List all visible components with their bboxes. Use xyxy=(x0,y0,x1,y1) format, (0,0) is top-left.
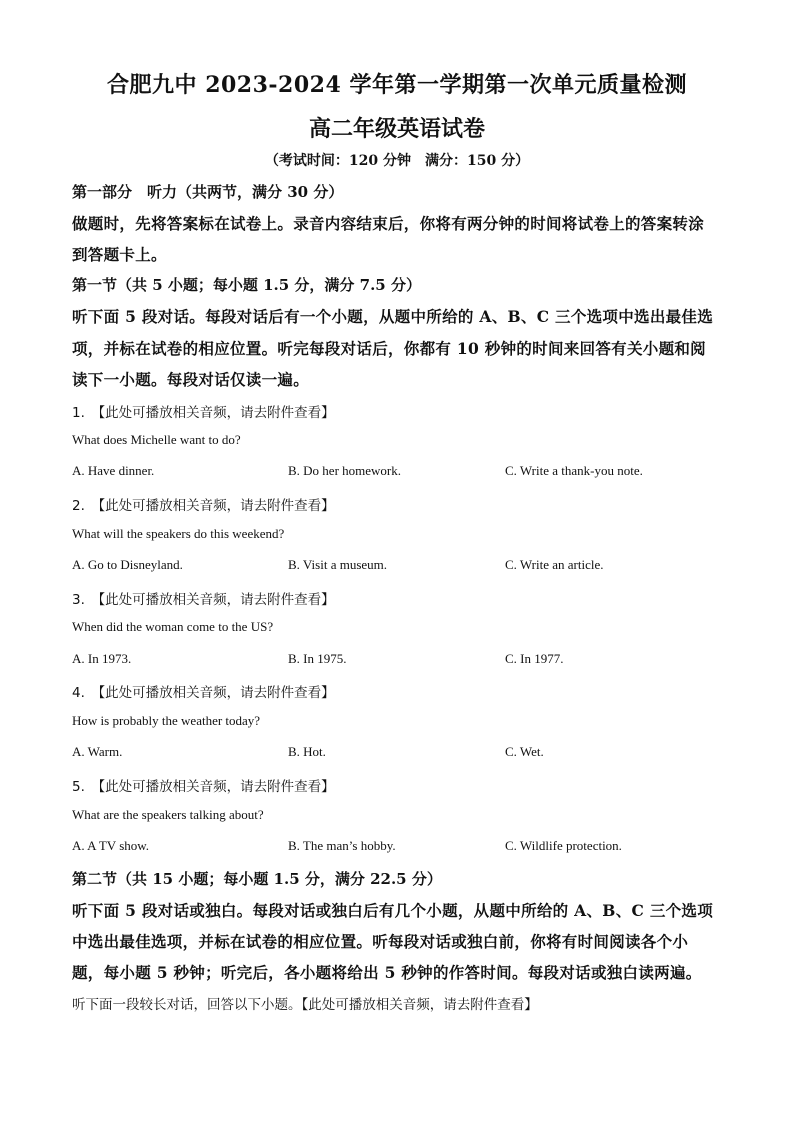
section2-instr-line1: 听下面 5 段对话或独白。每段对话或独白后有几个小题，从题中所给的 A、B、C 三个选项 xyxy=(72,901,714,920)
question-4-option-a: A. Warm. xyxy=(72,744,123,759)
exam-title: 合肥九中 2023-2024 学年第一学期第一次单元质量检测 xyxy=(107,72,687,98)
question-1-option-b: B. Do her homework. xyxy=(288,463,402,478)
question-3-option-a: A. In 1973. xyxy=(72,651,132,666)
question-1-audio-link[interactable]: 1. 【此处可播放相关音频，请去附件查看】 xyxy=(72,405,335,421)
question-5-text: What are the speakers talking about? xyxy=(72,807,264,822)
section2-audio-link[interactable]: 听下面一段较长对话，回答以下小题。【此处可播放相关音频，请去附件查看】 xyxy=(72,997,538,1013)
question-5-option-c: C. Wildlife protection. xyxy=(505,838,622,853)
section1-instr-line3: 读下一小题。每段对话仅读一遍。 xyxy=(72,370,310,389)
question-1-option-a: A. Have dinner. xyxy=(72,463,155,478)
question-4-text: How is probably the weather today? xyxy=(72,713,261,728)
question-5-audio-link[interactable]: 5. 【此处可播放相关音频，请去附件查看】 xyxy=(72,779,335,795)
section2-instr-line2: 中选出最佳选项，并标在试卷的相应位置。听每段对话或独白前，你将有时间阅读各个小 xyxy=(72,932,689,951)
section1-heading: 第一节（共 5 小题；每小题 1.5 分，满分 7.5 分） xyxy=(72,276,421,294)
question-5-option-a: A. A TV show. xyxy=(72,838,150,853)
part1-heading: 第一部分 听力（共两节，满分 30 分） xyxy=(72,183,344,201)
question-1-option-c: C. Write a thank-you note. xyxy=(505,463,643,478)
question-1-text: What does Michelle want to do? xyxy=(72,432,241,447)
exam-info: （考试时间：120 分钟 满分：150 分） xyxy=(264,153,530,169)
question-2-option-c: C. Write an article. xyxy=(505,557,604,572)
question-3-option-b: B. In 1975. xyxy=(288,651,347,666)
part1-intro-line2: 到答题卡上。 xyxy=(72,245,167,264)
section2-instr-line3: 题，每小题 5 秒钟；听完后，各小题将给出 5 秒钟的作答时间。每段对话或独白读两遍。 xyxy=(72,963,702,982)
question-4-option-c: C. Wet. xyxy=(505,744,544,759)
section1-instr-line2: 项，并标在试卷的相应位置。听完每段对话后，你都有 10 秒钟的时间来回答有关小题和阅 xyxy=(72,339,706,358)
question-2-audio-link[interactable]: 2. 【此处可播放相关音频，请去附件查看】 xyxy=(72,498,335,514)
question-5-option-b: B. The man’s hobby. xyxy=(288,838,396,853)
question-3-text: When did the woman come to the US? xyxy=(72,619,274,634)
question-2-option-b: B. Visit a museum. xyxy=(288,557,388,572)
question-2-text: What will the speakers do this weekend? xyxy=(72,526,285,541)
section2-heading: 第二节（共 15 小题；每小题 1.5 分，满分 22.5 分） xyxy=(72,870,442,888)
question-4-option-b: B. Hot. xyxy=(288,744,326,759)
question-3-audio-link[interactable]: 3. 【此处可播放相关音频，请去附件查看】 xyxy=(72,592,335,608)
exam-subtitle: 高二年级英语试卷 xyxy=(308,116,485,142)
question-2-option-a: A. Go to Disneyland. xyxy=(72,557,183,572)
section1-instr-line1: 听下面 5 段对话。每段对话后有一个小题，从题中所给的 A、B、C 三个选项中选出最佳选 xyxy=(72,307,714,326)
question-3-option-c: C. In 1977. xyxy=(505,651,564,666)
question-4-audio-link[interactable]: 4. 【此处可播放相关音频，请去附件查看】 xyxy=(72,685,335,701)
part1-intro-line1: 做题时，先将答案标在试卷上。录音内容结束后，你将有两分钟的时间将试卷上的答案转涂 xyxy=(72,214,705,233)
